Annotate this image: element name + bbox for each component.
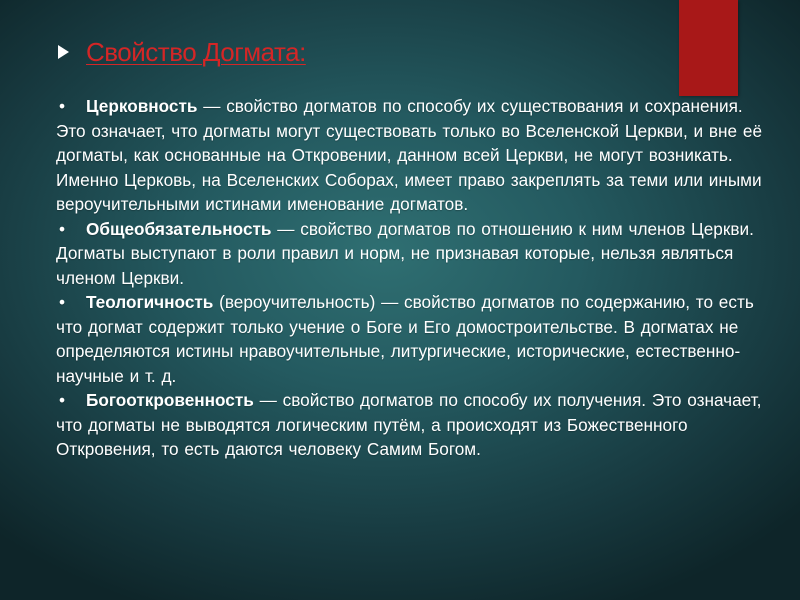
- list-item-universality: [56, 217, 772, 291]
- item-text: (вероучительность) — свойство догматов по содержанию, то есть что догмат содержит только учение о Боге и Его домостроительстве. В догматах не определяются истины нравоучительные, литургические, исторические, естественно-научные и т. д.: [56, 292, 754, 386]
- slide-title: Свойство Догмата:: [86, 36, 306, 67]
- list-item-theological: [56, 290, 772, 388]
- item-text: — свойство догматов по способу их существования и сохранения. Это означает, что догматы могут существовать только во Вселенской Церкви, и вне её догматы, как основанные на Откровении, данном всей Церкви, не могут возникать. Именно Церковь, на Вселенских Соборах, имеет право закреплять за теми или иными вероучительными истинами именование догматов.: [56, 96, 762, 214]
- bullet-icon: •: [59, 292, 66, 312]
- item-term: Богооткровенность: [86, 390, 254, 410]
- bullet-icon: •: [59, 96, 66, 116]
- item-text: — свойство догматов по отношению к ним членов Церкви. Догматы выступают в роли правил и норм, не признавая которые, нельзя являться членом Церкви.: [56, 218, 754, 288]
- slide-content: [56, 94, 772, 462]
- list-item-revelation: [56, 388, 772, 462]
- bullet-icon: •: [59, 218, 66, 239]
- list-item-churchliness: [56, 94, 772, 217]
- item-term: Церковность: [86, 96, 198, 116]
- item-text: — свойство догматов по способу их получения. Это означает, что догматы не выводятся логическим путём, а происходят из Божественного Откровения, то есть даются человеку Самим Богом.: [56, 390, 762, 459]
- red-accent-bar: [679, 0, 738, 96]
- item-term: Теологичность: [86, 292, 214, 312]
- triangle-right-icon: [58, 45, 69, 59]
- item-term: Общеобязательность: [86, 218, 272, 239]
- title-row: [58, 34, 306, 70]
- bullet-icon: •: [59, 390, 66, 410]
